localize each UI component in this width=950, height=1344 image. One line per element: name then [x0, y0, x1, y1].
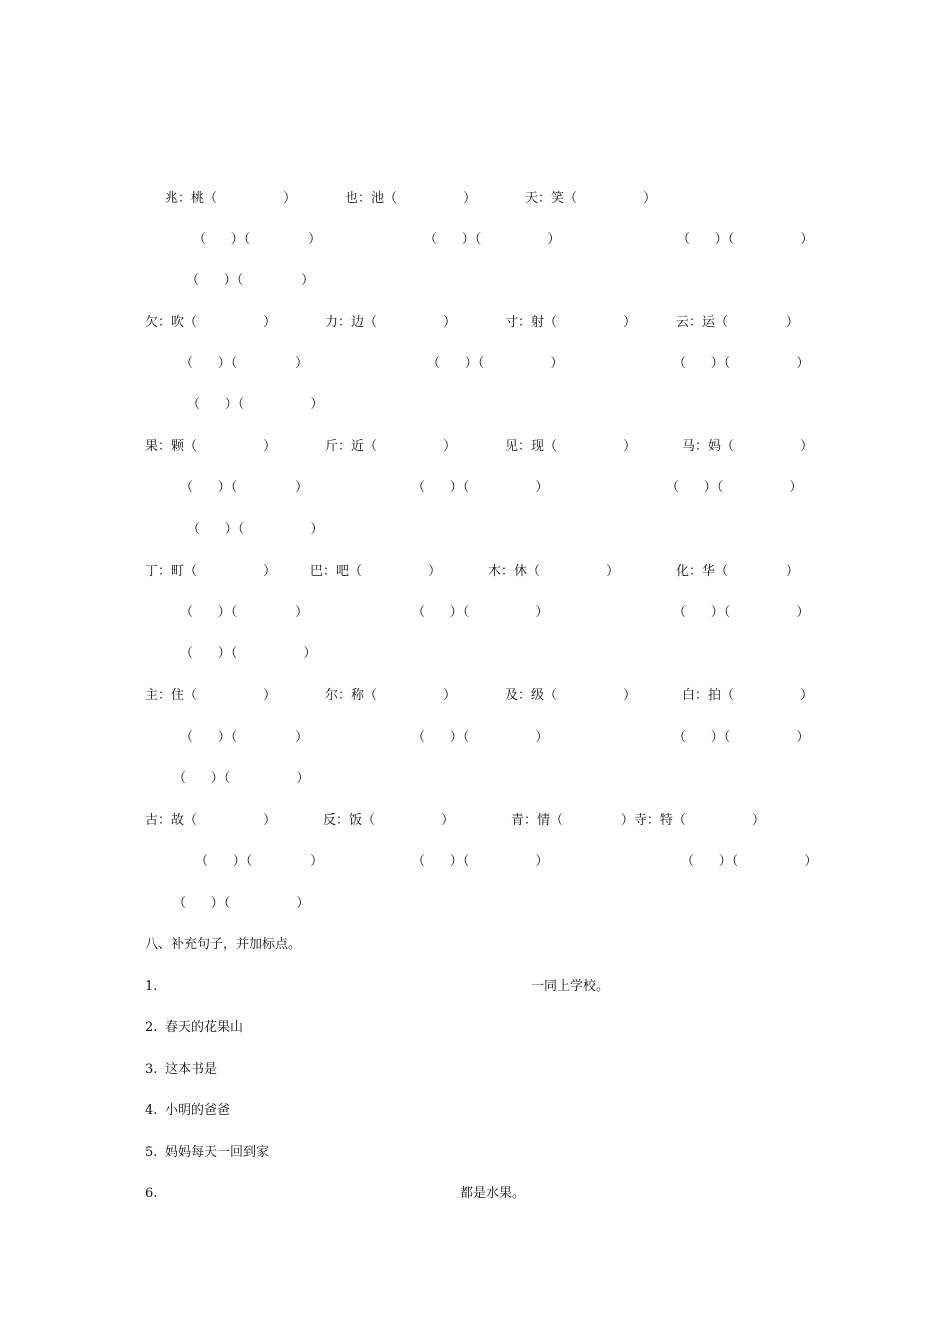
blank-pair: （ ）（ ） [180, 730, 309, 745]
word-entry: 力：边（ ） [325, 315, 457, 330]
sentence-stem: 妈妈每天一回到家 [165, 1145, 270, 1160]
blank-pair: （ ）（ ） [427, 356, 564, 371]
item-number: 6. [145, 1186, 158, 1201]
blank-pair: （ ）（ ） [681, 854, 818, 869]
blank-pair: （ ）（ ） [673, 605, 810, 620]
blank-pair: （ ）（ ） [173, 771, 310, 786]
item-number: 5. [145, 1145, 158, 1160]
item-number: 2. [145, 1020, 158, 1035]
sentence-stem: 小明的爸爸 [165, 1103, 231, 1118]
blank-pair: （ ）（ ） [412, 730, 549, 745]
blank-pair: （ ）（ ） [424, 232, 561, 247]
blank-pair: （ ）（ ） [173, 896, 310, 911]
blank-pair: （ ）（ ） [180, 356, 309, 371]
word-entry: 天：笑（ ） [525, 191, 657, 206]
word-entry: 果：颗（ ） [145, 439, 277, 454]
blank-pair: （ ）（ ） [412, 854, 549, 869]
blank-pair: （ ）（ ） [412, 605, 549, 620]
word-entry: 主：住（ ） [145, 688, 277, 703]
word-entry: 白：拍（ ） [682, 688, 814, 703]
word-entry: 反：饭（ ） [323, 813, 455, 828]
word-entry: 兆：桃（ ） [165, 191, 297, 206]
sentence-stem: 春天的花果山 [165, 1020, 244, 1035]
blank-pair: （ ）（ ） [180, 605, 309, 620]
word-entry: 化：华（ ） [676, 564, 799, 579]
sentence-tail: 都是水果。 [460, 1186, 526, 1201]
word-entry: 青：情（ ）寺：特（ ） [511, 813, 765, 828]
word-entry: 尔：称（ ） [325, 688, 457, 703]
sentence-tail: 一同上学校。 [531, 979, 610, 994]
blank-pair: （ ）（ ） [673, 730, 810, 745]
word-entry: 古：故（ ） [145, 813, 277, 828]
word-entry: 木：休（ ） [488, 564, 620, 579]
blank-pair: （ ）（ ） [186, 273, 315, 288]
sentence-stem: 这本书是 [165, 1062, 218, 1077]
word-entry: 斤：近（ ） [325, 439, 457, 454]
blank-pair: （ ）（ ） [666, 480, 803, 495]
word-entry: 欠：吹（ ） [145, 315, 277, 330]
blank-pair: （ ）（ ） [412, 480, 549, 495]
word-entry: 寸：射（ ） [505, 315, 637, 330]
blank-pair: （ ）（ ） [180, 646, 317, 661]
blank-pair: （ ）（ ） [677, 232, 814, 247]
word-entry: 见：现（ ） [505, 439, 637, 454]
word-entry: 巴：吧（ ） [310, 564, 442, 579]
item-number: 1. [145, 979, 158, 994]
word-entry: 丁：町（ ） [145, 564, 277, 579]
blank-pair: （ ）（ ） [187, 397, 324, 412]
blank-pair: （ ）（ ） [195, 854, 324, 869]
word-entry: 及：级（ ） [505, 688, 637, 703]
section-title: 八、补充句子，并加标点。 [145, 937, 302, 952]
blank-pair: （ ）（ ） [180, 480, 309, 495]
item-number: 4. [145, 1103, 158, 1118]
word-entry: 云：运（ ） [676, 315, 799, 330]
word-entry: 也：池（ ） [345, 191, 477, 206]
blank-pair: （ ）（ ） [193, 232, 322, 247]
word-entry: 马：妈（ ） [682, 439, 814, 454]
blank-pair: （ ）（ ） [187, 522, 324, 537]
blank-pair: （ ）（ ） [673, 356, 810, 371]
item-number: 3. [145, 1062, 158, 1077]
